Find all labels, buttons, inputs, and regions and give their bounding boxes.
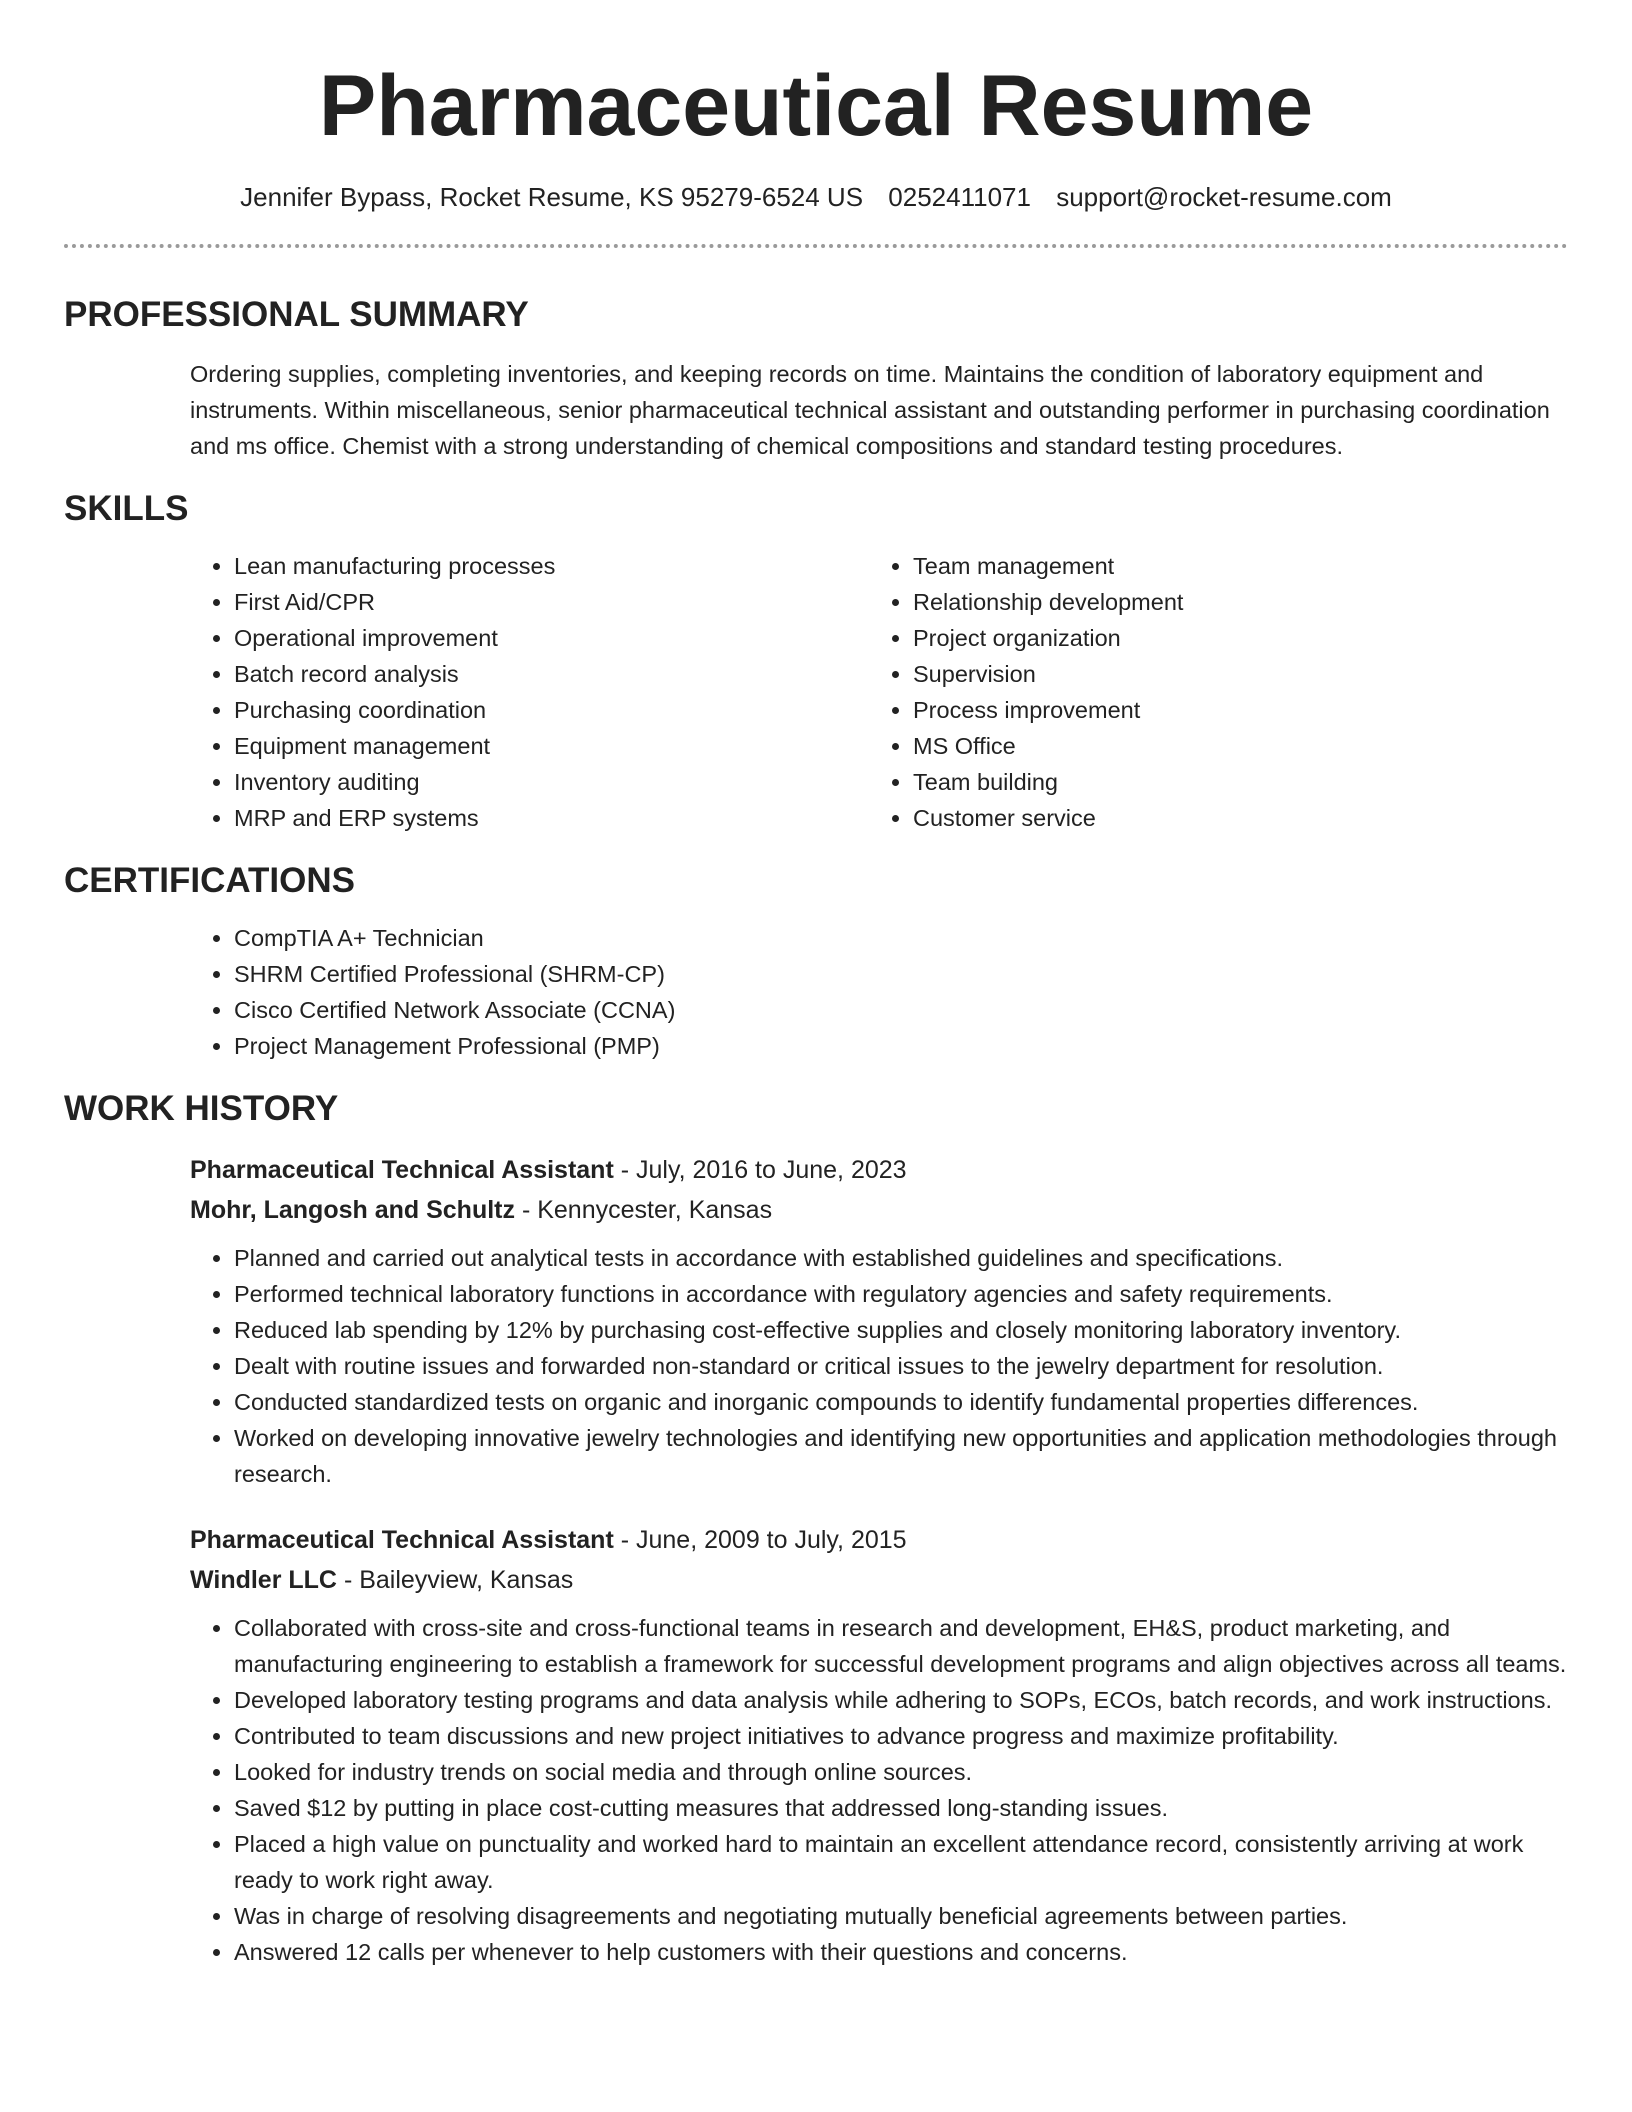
certifications-heading: CERTIFICATIONS (64, 861, 356, 900)
skill-item: • First Aid/CPR (234, 584, 869, 620)
skill-item: • Batch record analysis (234, 656, 869, 692)
skill-item: • MRP and ERP systems (234, 800, 869, 836)
skill-item: • Inventory auditing (234, 764, 869, 800)
job-title-line (190, 1150, 1568, 1190)
job-company-line (190, 1190, 1568, 1230)
job-bullet: • Contributed to team discussions and new project initiatives to advance progress and maximize profitability. (234, 1718, 1568, 1754)
job-bullet: • Developed laboratory testing programs and data analysis while adhering to SOPs, ECOs, batch records, and work instructions. (234, 1682, 1568, 1718)
job-bullet: • Placed a high value on punctuality and worked hard to maintain an excellent attendance record, consistently arriving at work ready to work right away. (234, 1826, 1568, 1898)
job-bullet-list (190, 1610, 1568, 1970)
job-bullet: • Collaborated with cross-site and cross-functional teams in research and development, EH&S, product marketing, and manufacturing engineering to establish a framework for successful development programs and align objectives across all teams. (234, 1610, 1568, 1682)
job-bullet: • Answered 12 calls per whenever to help customers with their questions and concerns. (234, 1934, 1568, 1970)
work-history-heading: WORK HISTORY (64, 1089, 339, 1128)
contact-line (64, 180, 1568, 214)
skill-item: • Supervision (913, 656, 1548, 692)
job-dates: - June, 2009 to July, 2015 (613, 1526, 907, 1554)
certification-item: • SHRM Certified Professional (SHRM-CP) (234, 956, 1568, 992)
skills-heading: SKILLS (64, 489, 189, 528)
job-entry (190, 1150, 1568, 1492)
job-bullet-list (190, 1240, 1568, 1492)
header-divider (64, 244, 1568, 248)
job-bullet: • Conducted standardized tests on organic and inorganic compounds to identify fundamental properties differences. (234, 1384, 1568, 1420)
skill-item: • Project organization (913, 620, 1548, 656)
contact-address: Jennifer Bypass, Rocket Resume, KS 95279-6524 US (240, 182, 864, 212)
certifications-block (190, 920, 1568, 1064)
job-bullet: • Looked for industry trends on social media and through online sources. (234, 1754, 1568, 1790)
skills-column-right (869, 548, 1548, 836)
job-title-line (190, 1520, 1568, 1560)
skills-grid (190, 548, 1568, 836)
summary-heading: PROFESSIONAL SUMMARY (64, 295, 529, 334)
job-bullet: • Dealt with routine issues and forwarded non-standard or critical issues to the jewelry department for resolution. (234, 1348, 1568, 1384)
job-bullet: • Was in charge of resolving disagreements and negotiating mutually beneficial agreements between parties. (234, 1898, 1568, 1934)
job-bullet: • Reduced lab spending by 12% by purchasing cost-effective supplies and closely monitoring laboratory inventory. (234, 1312, 1568, 1348)
job-company: Mohr, Langosh and Schultz (190, 1196, 515, 1224)
skill-item: • Purchasing coordination (234, 692, 869, 728)
job-company: Windler LLC (190, 1566, 337, 1594)
skills-list-left (190, 548, 869, 836)
resume-page (64, 0, 1568, 1970)
job-location: - Baileyview, Kansas (337, 1566, 574, 1594)
job-bullet: • Saved $12 by putting in place cost-cutting measures that addressed long-standing issues. (234, 1790, 1568, 1826)
skills-column-left (190, 548, 869, 836)
skill-item: • Equipment management (234, 728, 869, 764)
job-bullets (190, 1610, 1568, 1970)
job-entry (190, 1520, 1568, 1970)
job-role: Pharmaceutical Technical Assistant (190, 1526, 614, 1554)
certification-item: • Project Management Professional (PMP) (234, 1028, 1568, 1064)
skill-item: • Operational improvement (234, 620, 869, 656)
job-role: Pharmaceutical Technical Assistant (190, 1156, 614, 1184)
certification-item: • Cisco Certified Network Associate (CCNA) (234, 992, 1568, 1028)
job-bullet: • Performed technical laboratory functions in accordance with regulatory agencies and safety requirements. (234, 1276, 1568, 1312)
certification-item: • CompTIA A+ Technician (234, 920, 1568, 956)
job-dates: - July, 2016 to June, 2023 (613, 1156, 907, 1184)
skill-item: • Lean manufacturing processes (234, 548, 869, 584)
certifications-list (190, 920, 1568, 1064)
job-bullets (190, 1240, 1568, 1492)
skill-item: • MS Office (913, 728, 1548, 764)
skill-item: • Process improvement (913, 692, 1548, 728)
summary-text: Ordering supplies, completing inventories, and keeping records on time. Maintains the condition of laboratory equipment and instruments. Within miscellaneous, senior pharmaceutical technical assistant and outstanding performer in purchasing coordination and ms office. Chemist with a strong understanding of chemical compositions and standard testing procedures. (190, 361, 1550, 459)
skills-list-right (869, 548, 1548, 836)
job-company-line (190, 1560, 1568, 1600)
contact-email: support@rocket-resume.com (1056, 182, 1392, 212)
job-bullet: • Worked on developing innovative jewelry technologies and identifying new opportunities and application methodologies through research. (234, 1420, 1568, 1492)
skill-item: • Customer service (913, 800, 1548, 836)
resume-title: Pharmaceutical Resume (318, 58, 1314, 154)
skill-item: • Relationship development (913, 584, 1548, 620)
skill-item: • Team building (913, 764, 1548, 800)
contact-phone: 0252411071 (888, 182, 1031, 212)
job-bullet: • Planned and carried out analytical tests in accordance with established guidelines and specifications. (234, 1240, 1568, 1276)
job-location: - Kennycester, Kansas (515, 1196, 773, 1224)
skill-item: • Team management (913, 548, 1548, 584)
